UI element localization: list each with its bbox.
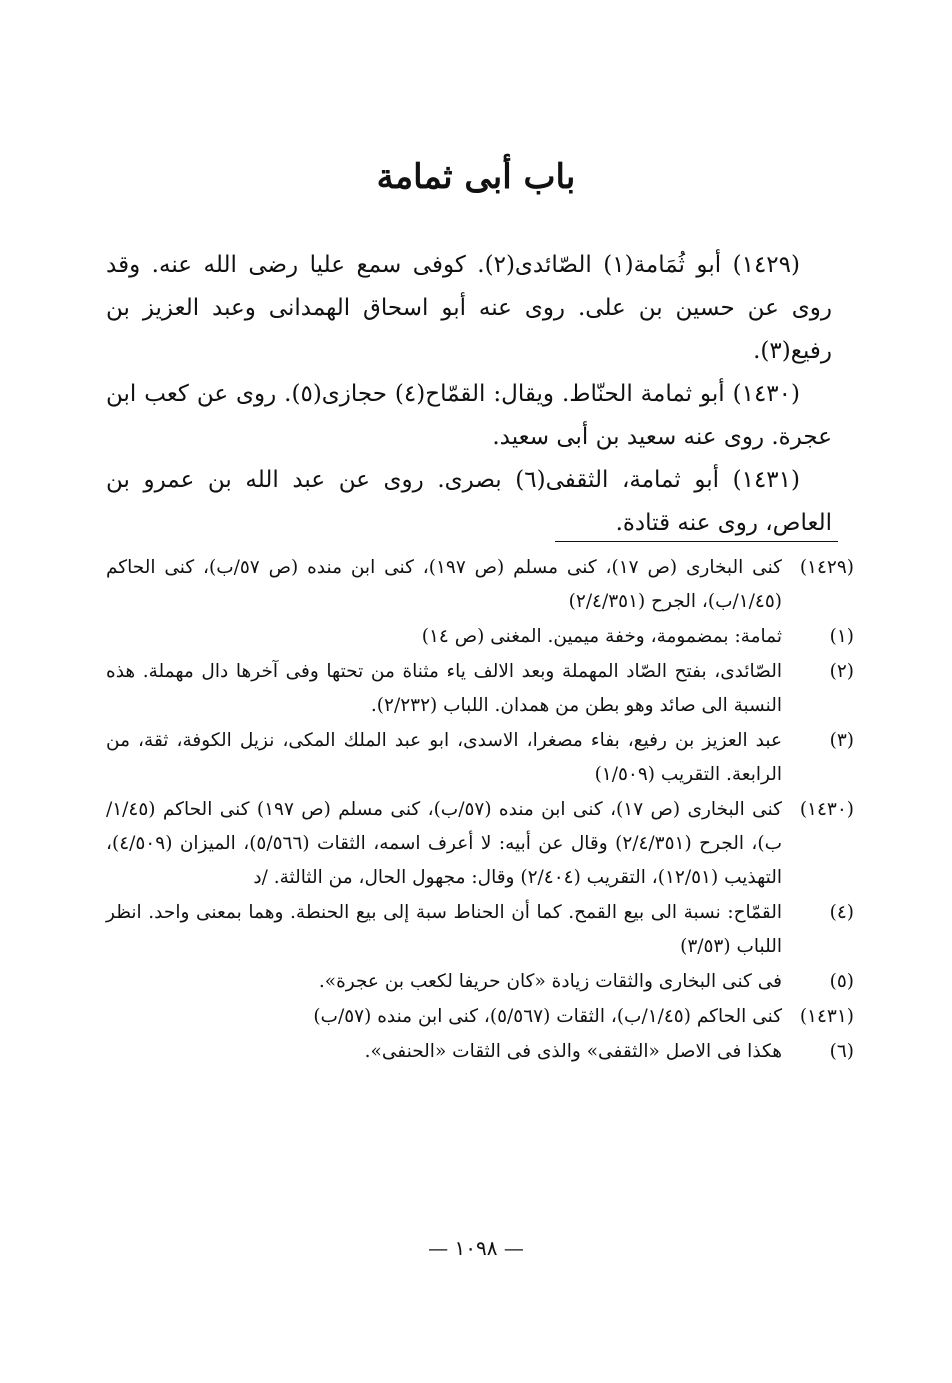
footnote-1431 [106, 1000, 854, 1034]
footnote-2 [106, 655, 854, 723]
main-text [106, 244, 832, 545]
entry-1429: (١٤٢٩) أبو ثُمَامة(١) الصّائدى(٢). كوفى سمع عليا رضى الله عنه. وقد روى عن حسين بن على. روى عنه أبو اسحاق الهمدانى وعبد العزيز بن رفيع(٣). [106, 252, 832, 364]
footnote-1429 [106, 551, 854, 619]
footnote-number: (١٤٢٩) [799, 557, 854, 578]
footnote-number: (٥) [829, 971, 854, 992]
entry-1431: (١٤٣١) أبو ثمامة، الثقفى(٦) بصرى. روى عن عبد الله بن عمرو بن العاص، روى عنه قتادة. [106, 467, 832, 536]
footnote-4 [106, 896, 854, 964]
entry-1430: (١٤٣٠) أبو ثمامة الحنّاط. ويقال: القمّاح(٤) حجازى(٥). روى عن كعب ابن عجرة. روى عنه سعيد بن أبى سعيد. [106, 381, 832, 450]
footnote-number: (١) [829, 626, 854, 647]
footnote-6 [106, 1035, 854, 1069]
footnote-text: كنى الحاكم (١/٤٥/ب)، الثقات (٥/٥٦٧)، كنى ابن منده (٥٧/ب) [313, 1006, 782, 1027]
footnote-number: (١٤٣٠) [799, 799, 854, 820]
footnote-5 [106, 965, 854, 999]
footnote-text: عبد العزيز بن رفيع، بفاء مصغرا، الاسدى، ابو عبد الملك المكى، نزيل الكوفة، ثقة، من الرابعة. التقريب (١/٥٠٩) [106, 730, 782, 785]
footnote-text: كنى البخارى (ص ١٧)، كنى ابن منده (٥٧/ب)، كنى مسلم (ص ١٩٧) كنى الحاكم (١/٤٥/ب)، الجرح (٢/٤/٣٥١) وقال عن أبيه: لا أعرف اسمه، الثقات (٥/٥٦٦)، الميزان (٤/٥٠٩)، التهذيب (١٢/٥١)، التقريب (٢/٤٠٤) وقال: مجهول الحال، من الثالثة. /د [106, 799, 782, 888]
footnote-text: الصّائدى، بفتح الصّاد المهملة وبعد الالف ياء مثناة من تحتها وفى آخرها دال مهملة. هذه النسبة الى صائد وهو بطن من همدان. اللباب (٢/٢٣٢). [106, 661, 782, 716]
chapter-title: باب أبى ثمامة [376, 157, 576, 197]
page-number: — ١٠٩٨ — [428, 1236, 524, 1260]
footnote-number: (١٤٣١) [799, 1006, 854, 1027]
footnote-text: كنى البخارى (ص ١٧)، كنى مسلم (ص ١٩٧)، كنى ابن منده (ص ٥٧/ب)، كنى الحاكم (١/٤٥/ب)، الجرح (٢/٤/٣٥١) [106, 557, 782, 612]
footnote-text: هكذا فى الاصل «الثقفى» والذى فى الثقات «الحنفى». [364, 1041, 782, 1062]
footnote-number: (٣) [829, 730, 854, 751]
footnote-text: القمّاح: نسبة الى بيع القمح. كما أن الحناط سبة إلى بيع الحنطة. وهما بمعنى واحد. انظر اللباب (٣/٥٣) [106, 902, 782, 957]
footnote-text: فى كنى البخارى والثقات زيادة «كان حريفا لكعب بن عجرة». [318, 971, 782, 992]
footnote-1430 [106, 793, 854, 895]
footnote-separator [555, 541, 838, 542]
footnote-number: (٢) [829, 661, 854, 682]
footnote-number: (٤) [829, 902, 854, 923]
footnote-text: ثمامة: بمضمومة، وخفة ميمين. المغنى (ص ١٤) [421, 626, 782, 647]
footnote-1 [106, 620, 854, 654]
footnotes [106, 551, 854, 1070]
footnote-number: (٦) [829, 1041, 854, 1062]
footnote-3 [106, 724, 854, 792]
